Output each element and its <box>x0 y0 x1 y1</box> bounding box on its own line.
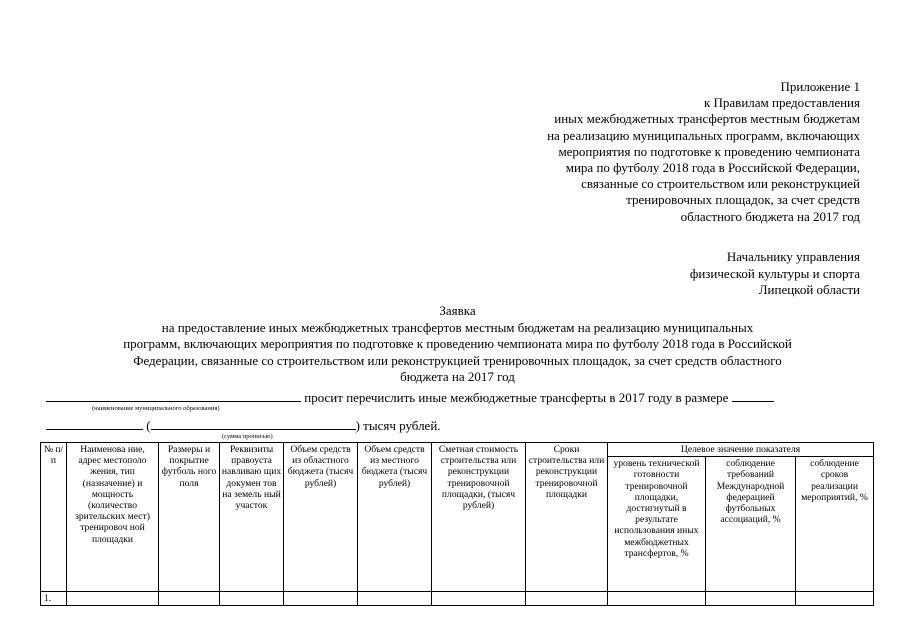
appendix-line: иных межбюджетных трансфертов местным бюджетам <box>554 111 860 127</box>
header-deadlines: соблюдение сроков реализации мероприятий, % <box>796 457 874 592</box>
table-cell[interactable] <box>608 592 706 606</box>
appendix-line: Приложение 1 <box>780 79 860 94</box>
table-cell[interactable] <box>432 592 526 606</box>
table-cell[interactable] <box>706 592 796 606</box>
title-line: Заявка <box>439 303 476 318</box>
municipality-blank[interactable] <box>46 388 301 402</box>
title-line: Федерации, связанные со строительством или реконструкцией тренировочных площадок, за счет средств областного <box>133 352 782 368</box>
paren-open: ( <box>146 418 151 433</box>
table-header-row <box>41 443 874 457</box>
header-target-group: Целевое значение показателя <box>608 443 874 457</box>
document-title <box>40 303 875 386</box>
header-fifa: соблюдение требований Международной федерацией футбольных ассоциаций, % <box>706 457 796 592</box>
table-cell[interactable] <box>526 592 608 606</box>
request-line-2 <box>46 416 441 434</box>
table-cell[interactable] <box>159 592 220 606</box>
appendix-line: тренировочных площадок, за счет средств <box>626 192 860 208</box>
header-readiness: уровень технической готовности тренировочной площадки, достигнутый в результате использования иных межбюджетных трансфертов, % <box>608 457 706 592</box>
request-text: просит перечислить иные межбюджетные трансферты в 2017 году в размере <box>304 390 729 405</box>
header-size: Размеры и покрытие футболь ного поля <box>159 443 220 592</box>
amount-suffix: ) тысяч рублей. <box>355 418 441 433</box>
amount-words-blank[interactable] <box>151 416 356 430</box>
table-cell[interactable] <box>67 592 159 606</box>
amount-blank[interactable] <box>46 416 143 430</box>
header-no: № п/п <box>41 443 67 592</box>
header-name: Наименова ние, адрес местополо жения, тип (назначение) и мощность (количество зрительских мест) тренировоч ной площадки <box>67 443 159 592</box>
header-estimate: Сметная стоимость строительства или реконструкции тренировочной площадки, (тысяч рублей) <box>432 443 526 592</box>
table-cell[interactable] <box>284 592 358 606</box>
header-terms: Сроки строительства или реконструкции тренировочной площадки <box>526 443 608 592</box>
title-line: программ, включающих мероприятия по подготовке к проведению чемпионата мира по футболу 2018 года в Российской <box>123 336 792 352</box>
addressee-line: Липецкой области <box>758 282 860 298</box>
appendix-line: на реализацию муниципальных программ, включающих <box>547 127 860 143</box>
request-table <box>40 442 874 606</box>
appendix-header <box>440 79 860 225</box>
amount-words-note: (сумма прописью) <box>222 433 273 440</box>
row-number: 1. <box>41 592 67 606</box>
header-local-budget: Объем средств из местного бюджета (тысяч рублей) <box>358 443 432 592</box>
addressee-line: Начальнику управления <box>726 249 860 264</box>
addressee-block <box>560 249 860 299</box>
addressee-line: физической культуры и спорта <box>689 265 860 281</box>
municipality-note: (наименование муниципального образования) <box>92 405 220 412</box>
table-cell[interactable] <box>220 592 284 606</box>
appendix-line: мира по футболу 2018 года в Российской Федерации, <box>565 160 860 176</box>
title-line: бюджета на 2017 год <box>400 369 515 385</box>
request-line-1 <box>46 388 774 406</box>
table-cell[interactable] <box>796 592 874 606</box>
table-cell[interactable] <box>358 592 432 606</box>
amount-number-blank[interactable] <box>732 388 774 402</box>
header-regional-budget: Объем средств из областного бюджета (тысяч рублей) <box>284 443 358 592</box>
appendix-line: к Правилам предоставления <box>703 95 860 111</box>
appendix-line: связанные со строительством или реконструкцией <box>581 176 860 192</box>
header-requisites: Реквизиты правоуста навливаю щих докумен тов на земель ный участок <box>220 443 284 592</box>
title-line: на предоставление иных межбюджетных трансфертов местным бюджетам на реализацию муниципальных <box>161 319 754 335</box>
appendix-line: областного бюджета на 2017 год <box>680 208 860 224</box>
table-row <box>41 592 874 606</box>
appendix-line: мероприятия по подготовке к проведению чемпионата <box>558 143 860 159</box>
